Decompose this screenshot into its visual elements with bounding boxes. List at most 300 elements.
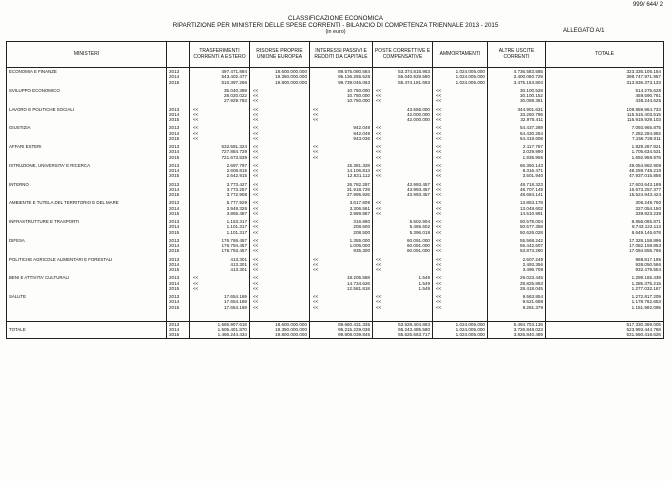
value-cell: 29.023.445 xyxy=(488,275,546,280)
value-cell: << xyxy=(433,299,488,304)
value-cell: 10.750.000 xyxy=(310,98,373,103)
label-cell xyxy=(7,332,167,338)
value-cell: 17.328.158.896 xyxy=(546,238,664,243)
value-cell: 17.082.159.853 xyxy=(546,243,664,248)
value-cell: << xyxy=(250,168,310,173)
value-cell: 42.000.000 xyxy=(373,117,433,122)
value-cell: << xyxy=(250,238,310,243)
value-cell: << xyxy=(250,187,310,192)
value-cell: 3.400.060.729 xyxy=(488,74,546,79)
value-cell: << xyxy=(433,243,488,248)
value-cell: 49.054.982.908 xyxy=(546,163,664,168)
spacer-cell xyxy=(250,313,310,322)
value-cell: << xyxy=(250,182,310,187)
year-cell: 2014 xyxy=(167,327,190,332)
value-cell: 306.249.760 xyxy=(546,200,664,205)
value-cell: 30.100.528 xyxy=(488,88,546,93)
value-cell: << xyxy=(433,136,488,141)
value-cell: 89.575.080.684 xyxy=(310,68,373,75)
value-cell: 30.100.152 xyxy=(488,93,546,98)
value-cell: 413.301 xyxy=(190,262,250,267)
value-cell: << xyxy=(310,112,373,117)
value-cell: << xyxy=(373,155,433,160)
value-cell: 116.918.929.103 xyxy=(546,117,664,122)
total-value-cell: 3.726.848.023 xyxy=(488,327,546,332)
year-cell: 2015 xyxy=(167,267,190,272)
value-cell: << xyxy=(433,267,488,272)
total-value-cell: 1.024.005.000 xyxy=(433,332,488,338)
value-cell: << xyxy=(433,144,488,149)
year-cell: 2015 xyxy=(167,155,190,160)
col-header-poste: POSTE CORRETTIVE E COMPENSATIVE xyxy=(373,42,433,68)
ministry-name: SALUTE xyxy=(7,294,167,299)
value-cell: 1.101.317 xyxy=(190,230,250,235)
value-cell: << xyxy=(373,173,433,178)
value-cell: << xyxy=(250,267,310,272)
value-cell: 14.510.991 xyxy=(488,211,546,216)
value-cell: 5.777.929 xyxy=(190,200,250,205)
value-cell: << xyxy=(373,294,433,299)
value-cell: 438.244.625 xyxy=(546,98,664,103)
year-cell: 2015 xyxy=(167,192,190,197)
value-cell: 5.502.904 xyxy=(373,219,433,224)
ministry-name: BENI E ATTIVITA' CULTURALI xyxy=(7,275,167,280)
value-cell: 115.515.403.515 xyxy=(546,112,664,117)
value-cell: << xyxy=(373,200,433,205)
value-cell: 3.865.487 xyxy=(190,211,250,216)
total-value-cell: 53.528.404.863 xyxy=(373,321,433,327)
total-value-cell: 1.024.005.000 xyxy=(433,327,488,332)
spacer-cell xyxy=(7,313,167,322)
year-cell: 2013 xyxy=(167,125,190,130)
col-header-totale: TOTALE xyxy=(546,42,664,68)
value-cell: 1.277.032.167 xyxy=(546,286,664,291)
value-cell: 60.091.000 xyxy=(373,243,433,248)
value-cell: 53.374.815.953 xyxy=(373,68,433,75)
value-cell: << xyxy=(433,88,488,93)
value-cell: 413.301 xyxy=(190,267,250,272)
ministry-name: GIUSTIZIA xyxy=(7,125,167,130)
value-cell: << xyxy=(433,281,488,286)
year-cell: 2014 xyxy=(167,243,190,248)
ministry-name: AFFARI ESTERI xyxy=(7,144,167,149)
year-cell: 2013 xyxy=(167,68,190,75)
value-cell: 1.285.375.215 xyxy=(546,281,664,286)
value-cell: 1.549 xyxy=(373,281,433,286)
value-cell: << xyxy=(250,131,310,136)
value-cell: << xyxy=(433,224,488,229)
value-cell: 27.929.783 xyxy=(190,98,250,103)
value-cell: << xyxy=(373,136,433,141)
value-cell: 1.024.005.000 xyxy=(433,68,488,75)
year-cell: 2014 xyxy=(167,112,190,117)
value-cell: << xyxy=(250,305,310,310)
value-cell: << xyxy=(250,262,310,267)
value-cell: 313.836.373.133 xyxy=(546,80,664,85)
total-value-cell: 99.808.039.845 xyxy=(310,332,373,338)
value-cell: 10.750.000 xyxy=(310,93,373,98)
value-cell: 48.718.323 xyxy=(488,182,546,187)
total-value-cell: 1.565.907.618 xyxy=(190,321,250,327)
value-cell: 5.396.018 xyxy=(373,230,433,235)
value-cell: 33.260.795 xyxy=(488,112,546,117)
unit-note: (in euro) xyxy=(325,29,346,35)
total-value-cell: 517.330.369.005 xyxy=(546,321,664,327)
value-cell: << xyxy=(250,98,310,103)
value-cell: << xyxy=(190,107,250,112)
total-value-cell: 19.800.000.000 xyxy=(250,332,310,338)
value-cell: 17.654.169 xyxy=(190,305,250,310)
value-cell: << xyxy=(433,107,488,112)
value-cell: 14.734.626 xyxy=(310,281,373,286)
value-cell: 13.048.602 xyxy=(488,206,546,211)
value-cell: << xyxy=(433,131,488,136)
value-cell: 3.496.708 xyxy=(488,267,546,272)
value-cell: 15.524.943.424 xyxy=(546,192,664,197)
value-cell: << xyxy=(310,144,373,149)
value-cell: 176.794.457 xyxy=(190,243,250,248)
doc-subtitle: RIPARTIZIONE PER MINISTERI DELLE SPESE CORRENTI - BILANCIO DI COMPETENZA TRIENNALE 2013 - 2015 xyxy=(172,22,499,29)
spacer-cell xyxy=(373,313,433,322)
value-cell: 543.402.477 xyxy=(190,74,250,79)
value-cell: 176.793.457 xyxy=(190,248,250,253)
year-cell: 2014 xyxy=(167,281,190,286)
value-cell: 3.773.257 xyxy=(190,187,250,192)
value-cell: 1.549 xyxy=(373,275,433,280)
value-cell: << xyxy=(433,275,488,280)
allegato-label: ALLEGATO A/1 xyxy=(563,28,605,34)
value-cell: << xyxy=(373,262,433,267)
value-cell: 28.825.863 xyxy=(488,281,546,286)
value-cell: 1.005.000 xyxy=(310,243,373,248)
table-row xyxy=(7,68,664,75)
value-cell: << xyxy=(433,305,488,310)
value-cell: << xyxy=(310,107,373,112)
value-cell: 12.581.818 xyxy=(310,286,373,291)
year-cell: 2015 xyxy=(167,332,190,338)
value-cell: << xyxy=(250,211,310,216)
ministry-name: INFRASTRUTTURE E TRASPORTI xyxy=(7,219,167,224)
value-cell: << xyxy=(373,211,433,216)
value-cell: 413.301 xyxy=(190,257,250,262)
value-cell: << xyxy=(433,173,488,178)
value-cell: << xyxy=(250,286,310,291)
value-cell: 316.860 xyxy=(310,219,373,224)
value-cell: 632.581.324 xyxy=(190,144,250,149)
value-cell: 7.156.728.011 xyxy=(546,136,664,141)
value-cell: 55.474.181.693 xyxy=(373,80,433,85)
total-value-cell: 18.600.000.000 xyxy=(250,321,310,327)
value-cell: 1.935.955 xyxy=(488,155,546,160)
year-cell: 2013 xyxy=(167,257,190,262)
value-cell: 43.993.457 xyxy=(373,192,433,197)
value-cell: 95.136.255.528 xyxy=(310,74,373,79)
value-cell: 942.049 xyxy=(310,131,373,136)
value-cell: 514.275.628 xyxy=(546,88,664,93)
ministry-name: POLITICHE AGRICOLE ALIMENTARI E FORESTALI xyxy=(7,257,167,262)
value-cell: << xyxy=(433,257,488,262)
value-cell: 398.747.971.957 xyxy=(546,74,664,79)
value-cell: << xyxy=(433,163,488,168)
total-value-cell: 1.024.005.000 xyxy=(433,321,488,327)
value-cell: 60.091.000 xyxy=(373,238,433,243)
value-cell: 1.705.634.531 xyxy=(546,149,664,154)
total-value-cell: 1.505.401.870 xyxy=(190,327,250,332)
year-cell: 2015 xyxy=(167,136,190,141)
year-cell: 2014 xyxy=(167,224,190,229)
value-cell: << xyxy=(433,168,488,173)
year-cell: 2013 xyxy=(167,182,190,187)
value-cell: 5.465.502 xyxy=(373,224,433,229)
spacer-cell xyxy=(546,313,664,322)
value-cell: << xyxy=(433,211,488,216)
value-cell: << xyxy=(373,305,433,310)
col-header-altre-uscite: ALTRE USCITE CORRENTI xyxy=(488,42,546,68)
total-value-cell: 95.215.229.036 xyxy=(310,327,373,332)
value-cell: << xyxy=(310,117,373,122)
spacer-cell xyxy=(488,313,546,322)
total-value-cell: 5.494.703.136 xyxy=(488,321,546,327)
value-cell: 15.381.328 xyxy=(310,163,373,168)
year-cell: 2013 xyxy=(167,163,190,168)
value-cell: << xyxy=(433,112,488,117)
value-cell: 1.101.317 xyxy=(190,224,250,229)
value-cell: << xyxy=(250,93,310,98)
value-cell: 10.750.000 xyxy=(310,88,373,93)
value-cell: << xyxy=(373,93,433,98)
value-cell: << xyxy=(433,230,488,235)
year-cell: 2013 xyxy=(167,200,190,205)
value-cell: << xyxy=(250,243,310,248)
value-cell: 176.786.457 xyxy=(190,238,250,243)
col-header-trasferimenti: TRASFERIMENTI CORRENTI A ESTERO xyxy=(190,42,250,68)
value-cell: << xyxy=(310,155,373,160)
year-cell: 2015 xyxy=(167,117,190,122)
col-header-interessi: INTERESSI PASSIVI E REDDITI DA CAPITALE xyxy=(310,42,373,68)
value-cell: << xyxy=(310,305,373,310)
spending-table xyxy=(6,41,664,339)
value-cell: 327.054.150 xyxy=(546,206,664,211)
value-cell: << xyxy=(373,267,433,272)
ministry-name: ECONOMIA E FINANZE xyxy=(7,68,167,75)
year-cell: 2013 xyxy=(167,238,190,243)
value-cell: 17.603.643.189 xyxy=(546,182,664,187)
total-value-cell: 523.993.444.768 xyxy=(546,327,664,332)
value-cell: 1.024.005.000 xyxy=(433,74,488,79)
value-cell: << xyxy=(373,88,433,93)
page-reference: 999/ 644/ 2 xyxy=(632,2,663,8)
year-cell: 2014 xyxy=(167,299,190,304)
value-cell: << xyxy=(310,267,373,272)
value-cell: 1.549 xyxy=(373,286,433,291)
ministry-name: LAVORO E POLITICHE SOCIALI xyxy=(7,107,167,112)
spacer-cell xyxy=(190,313,250,322)
value-cell: 55.442.607 xyxy=(488,243,546,248)
value-cell: 8.856.065.871 xyxy=(546,219,664,224)
value-cell: 3.772.908 xyxy=(190,192,250,197)
total-value-cell: 19.350.000.000 xyxy=(250,327,310,332)
value-cell: 30.088.351 xyxy=(488,98,546,103)
value-cell: << xyxy=(433,187,488,192)
value-cell: 35.040.359 xyxy=(190,88,250,93)
year-cell: 2014 xyxy=(167,262,190,267)
value-cell: 55.568.242 xyxy=(488,238,546,243)
value-cell: 3.948.326 xyxy=(190,206,250,211)
value-cell: 9.521.698 xyxy=(488,299,546,304)
value-cell: 28.020.022 xyxy=(190,93,250,98)
value-cell: 938.050.566 xyxy=(546,262,664,267)
value-cell: << xyxy=(310,257,373,262)
value-cell: << xyxy=(190,125,250,130)
value-cell: << xyxy=(250,144,310,149)
value-cell: << xyxy=(373,149,433,154)
value-cell: 1.355.000 xyxy=(310,238,373,243)
value-cell: << xyxy=(250,299,310,304)
value-cell: 31.918.729 xyxy=(310,187,373,192)
value-cell: 8.743.122.113 xyxy=(546,224,664,229)
value-cell: 2.608.815 xyxy=(190,168,250,173)
year-cell: 2015 xyxy=(167,248,190,253)
value-cell: << xyxy=(373,257,433,262)
value-cell: 48.259.748.219 xyxy=(546,168,664,173)
value-cell: << xyxy=(190,136,250,141)
value-cell: << xyxy=(250,136,310,141)
value-cell: << xyxy=(250,257,310,262)
total-label: TOTALE xyxy=(7,327,167,332)
col-header-ammortamenti: AMMORTAMENTI xyxy=(433,42,488,68)
year-cell: 2014 xyxy=(167,149,190,154)
value-cell: 27.995.926 xyxy=(310,192,373,197)
value-cell: << xyxy=(433,93,488,98)
value-cell: 17.094.655.766 xyxy=(546,248,664,253)
value-cell: << xyxy=(433,149,488,154)
value-cell: 32.975.411 xyxy=(488,117,546,122)
year-cell: 2013 xyxy=(167,219,190,224)
value-cell: << xyxy=(250,117,310,122)
value-cell: 8.316.471 xyxy=(488,168,546,173)
value-cell: << xyxy=(433,182,488,187)
value-cell: << xyxy=(250,125,310,130)
value-cell: << xyxy=(250,219,310,224)
value-cell: 13.853.178 xyxy=(488,200,546,205)
value-cell: << xyxy=(433,286,488,291)
spacer-cell xyxy=(433,313,488,322)
value-cell: << xyxy=(250,88,310,93)
value-cell: << xyxy=(190,131,250,136)
total-value-cell: 55.243.485.580 xyxy=(373,327,433,332)
value-cell: 1.299.165.439 xyxy=(546,275,664,280)
value-cell: << xyxy=(250,281,310,286)
value-cell: << xyxy=(250,206,310,211)
value-cell: 208.500 xyxy=(310,224,373,229)
value-cell: 459.590.761 xyxy=(546,93,664,98)
value-cell: 1.692.958.976 xyxy=(546,155,664,160)
value-cell: << xyxy=(190,281,250,286)
year-cell: 2013 xyxy=(167,107,190,112)
value-cell: 19.800.000.000 xyxy=(250,80,310,85)
year-cell: 2013 xyxy=(167,275,190,280)
value-cell: 968.817.195 xyxy=(546,257,664,262)
total-row xyxy=(7,332,664,338)
header-row xyxy=(7,42,664,68)
value-cell: 2.507.249 xyxy=(488,257,546,262)
value-cell: << xyxy=(433,98,488,103)
ministry-name: INTERNO xyxy=(7,182,167,187)
value-cell: 339.923.238 xyxy=(546,211,664,216)
value-cell: << xyxy=(250,112,310,117)
value-cell: 7.093.965.875 xyxy=(546,125,664,130)
value-cell: << xyxy=(373,98,433,103)
value-cell: 28.418.045 xyxy=(488,286,546,291)
value-cell: 727.884.729 xyxy=(190,149,250,154)
ministry-name: AMBIENTE E TUTELA DEL TERRITORIO E DEL MARE xyxy=(7,200,167,205)
value-cell: 2.493.356 xyxy=(488,262,546,267)
value-cell: 2.029.990 xyxy=(488,149,546,154)
value-cell: << xyxy=(433,200,488,205)
value-cell: 54.430.254 xyxy=(488,131,546,136)
value-cell: 42.000.000 xyxy=(373,112,433,117)
value-cell: 2.642.915 xyxy=(190,173,250,178)
value-cell: 60.091.000 xyxy=(373,248,433,253)
value-cell: << xyxy=(190,112,250,117)
year-cell: 2015 xyxy=(167,80,190,85)
year-cell: 2013 xyxy=(167,144,190,149)
doc-title: CLASSIFICAZIONE ECONOMICA xyxy=(288,15,383,22)
value-cell: << xyxy=(250,224,310,229)
total-value-cell: 531.550.418.626 xyxy=(546,332,664,338)
value-cell: 55.040.928.580 xyxy=(373,74,433,79)
total-value-cell: 1.466.244.434 xyxy=(190,332,250,338)
value-cell: 9.281.379 xyxy=(488,305,546,310)
value-cell: << xyxy=(250,155,310,160)
value-cell: 497.471.894 xyxy=(190,68,250,75)
value-cell: 7.282.294.992 xyxy=(546,131,664,136)
value-cell: 3.306.561 xyxy=(310,206,373,211)
value-cell: 50.626.028 xyxy=(488,230,546,235)
year-cell: 2014 xyxy=(167,74,190,79)
value-cell: << xyxy=(433,248,488,253)
value-cell: 3.617.809 xyxy=(310,200,373,205)
value-cell: << xyxy=(433,192,488,197)
spacer-cell xyxy=(167,313,190,322)
value-cell: << xyxy=(433,238,488,243)
value-cell: << xyxy=(250,107,310,112)
value-cell: 53.873.290 xyxy=(488,248,546,253)
value-cell: 17.654.169 xyxy=(190,294,250,299)
year-cell: 2015 xyxy=(167,286,190,291)
value-cell: 2.697.797 xyxy=(190,163,250,168)
value-cell: 16.673.257.377 xyxy=(546,187,664,192)
value-cell: 18.205.558 xyxy=(310,275,373,280)
ministry-name: DIFESA xyxy=(7,238,167,243)
value-cell: 47.937.015.856 xyxy=(546,173,664,178)
value-cell: << xyxy=(373,206,433,211)
value-cell: << xyxy=(433,206,488,211)
value-cell: 9.563.854 xyxy=(488,294,546,299)
year-cell: 2015 xyxy=(167,305,190,310)
value-cell: << xyxy=(250,163,310,168)
value-cell: 12.631.112 xyxy=(310,173,373,178)
col-header-ministeri: MINISTERI xyxy=(7,42,167,68)
spacer-cell xyxy=(310,313,373,322)
value-cell: 2.989.887 xyxy=(310,211,373,216)
value-cell: 510.397.266 xyxy=(190,80,250,85)
value-cell: << xyxy=(433,117,488,122)
value-cell: 17.654.169 xyxy=(190,299,250,304)
value-cell: << xyxy=(190,117,250,122)
year-cell: 2015 xyxy=(167,173,190,178)
value-cell: << xyxy=(250,200,310,205)
